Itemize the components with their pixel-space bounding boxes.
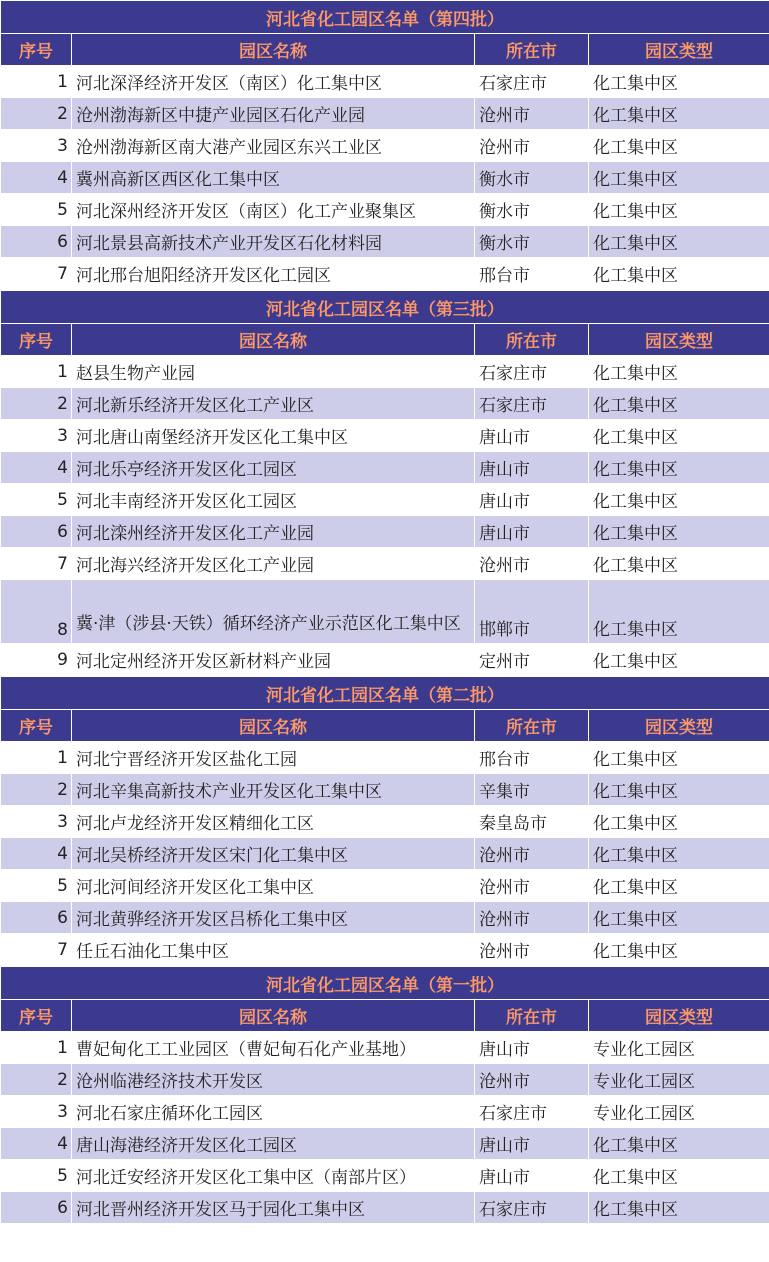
park-type: 化工集中区 xyxy=(589,130,769,162)
park-name: 河北辛集高新技术产业开发区化工集中区 xyxy=(72,774,475,806)
park-type: 专业化工园区 xyxy=(589,1032,769,1064)
park-name: 河北乐亭经济开发区化工园区 xyxy=(72,452,475,484)
park-name: 河北新乐经济开发区化工产业区 xyxy=(72,388,475,420)
row-index: 2 xyxy=(1,774,72,806)
row-index: 6 xyxy=(1,516,72,548)
table-row xyxy=(1,806,769,838)
table-row xyxy=(1,580,769,644)
city-name: 沧州市 xyxy=(475,902,589,934)
row-index: 5 xyxy=(1,484,72,516)
city-name: 石家庄市 xyxy=(475,356,589,388)
table-row xyxy=(1,1064,769,1096)
city-name: 衡水市 xyxy=(475,194,589,226)
row-index: 6 xyxy=(1,226,72,258)
park-name: 河北邢台旭阳经济开发区化工园区 xyxy=(72,258,475,290)
row-index: 7 xyxy=(1,548,72,580)
row-index: 4 xyxy=(1,838,72,870)
park-name: 河北黄骅经济开发区吕桥化工集中区 xyxy=(72,902,475,934)
park-type: 化工集中区 xyxy=(589,838,769,870)
park-type: 化工集中区 xyxy=(589,548,769,580)
city-name: 唐山市 xyxy=(475,516,589,548)
row-index: 2 xyxy=(1,98,72,130)
city-name: 唐山市 xyxy=(475,1128,589,1160)
park-type: 化工集中区 xyxy=(589,934,769,966)
park-name: 曹妃甸化工工业园区（曹妃甸石化产业基地） xyxy=(72,1032,475,1064)
batch-title: 河北省化工园区名单（第二批） xyxy=(1,677,769,710)
park-type: 化工集中区 xyxy=(589,388,769,420)
table-row xyxy=(1,934,769,966)
city-name: 秦皇岛市 xyxy=(475,806,589,838)
park-name: 冀·津（涉县·天铁）循环经济产业示范区化工集中区 xyxy=(72,580,475,644)
table-row xyxy=(1,356,769,388)
row-index: 5 xyxy=(1,870,72,902)
park-name: 河北宁晋经济开发区盐化工园 xyxy=(72,742,475,774)
park-name: 河北海兴经济开发区化工产业园 xyxy=(72,548,475,580)
row-index: 3 xyxy=(1,130,72,162)
row-index: 5 xyxy=(1,194,72,226)
table-row xyxy=(1,162,769,194)
table-row xyxy=(1,98,769,130)
park-type: 化工集中区 xyxy=(589,774,769,806)
park-name: 唐山海港经济开发区化工园区 xyxy=(72,1128,475,1160)
park-type: 化工集中区 xyxy=(589,870,769,902)
park-name: 沧州渤海新区中捷产业园区石化产业园 xyxy=(72,98,475,130)
park-name: 河北迁安经济开发区化工集中区（南部片区） xyxy=(72,1160,475,1192)
park-name: 河北景县高新技术产业开发区石化材料园 xyxy=(72,226,475,258)
park-name: 河北石家庄循环化工园区 xyxy=(72,1096,475,1128)
table-row xyxy=(1,1096,769,1128)
table-row xyxy=(1,774,769,806)
header-park-type: 园区类型 xyxy=(589,34,769,66)
header-city: 所在市 xyxy=(475,324,589,356)
row-index: 7 xyxy=(1,258,72,290)
header-index: 序号 xyxy=(1,710,72,742)
park-name: 任丘石油化工集中区 xyxy=(72,934,475,966)
city-name: 唐山市 xyxy=(475,1160,589,1192)
park-name: 河北唐山南堡经济开发区化工集中区 xyxy=(72,420,475,452)
park-type: 化工集中区 xyxy=(589,484,769,516)
city-name: 沧州市 xyxy=(475,934,589,966)
row-index: 1 xyxy=(1,356,72,388)
batch-table xyxy=(0,966,769,1224)
park-type: 化工集中区 xyxy=(589,644,769,676)
park-type: 化工集中区 xyxy=(589,806,769,838)
park-type: 化工集中区 xyxy=(589,66,769,98)
table-row xyxy=(1,194,769,226)
table-row xyxy=(1,226,769,258)
row-index: 3 xyxy=(1,420,72,452)
table-row xyxy=(1,644,769,676)
park-type: 化工集中区 xyxy=(589,420,769,452)
park-type: 化工集中区 xyxy=(589,742,769,774)
park-type: 化工集中区 xyxy=(589,1160,769,1192)
row-index: 1 xyxy=(1,742,72,774)
row-index: 2 xyxy=(1,388,72,420)
park-name: 赵县生物产业园 xyxy=(72,356,475,388)
park-type: 专业化工园区 xyxy=(589,1096,769,1128)
city-name: 沧州市 xyxy=(475,130,589,162)
row-index: 6 xyxy=(1,1192,72,1224)
table-row xyxy=(1,258,769,290)
table-row xyxy=(1,516,769,548)
table-row xyxy=(1,1192,769,1224)
table-row xyxy=(1,1160,769,1192)
park-type: 化工集中区 xyxy=(589,194,769,226)
header-city: 所在市 xyxy=(475,710,589,742)
table-row xyxy=(1,902,769,934)
city-name: 辛集市 xyxy=(475,774,589,806)
park-type: 化工集中区 xyxy=(589,258,769,290)
city-name: 唐山市 xyxy=(475,420,589,452)
row-index: 9 xyxy=(1,644,72,676)
header-park-name: 园区名称 xyxy=(72,324,475,356)
city-name: 石家庄市 xyxy=(475,1096,589,1128)
header-index: 序号 xyxy=(1,34,72,66)
batch-title: 河北省化工园区名单（第三批） xyxy=(1,291,769,324)
row-index: 3 xyxy=(1,1096,72,1128)
city-name: 唐山市 xyxy=(475,484,589,516)
city-name: 邯郸市 xyxy=(475,580,589,644)
park-type: 化工集中区 xyxy=(589,356,769,388)
city-name: 衡水市 xyxy=(475,226,589,258)
header-park-type: 园区类型 xyxy=(589,710,769,742)
table-row xyxy=(1,870,769,902)
city-name: 邢台市 xyxy=(475,742,589,774)
header-city: 所在市 xyxy=(475,1000,589,1032)
row-index: 7 xyxy=(1,934,72,966)
city-name: 沧州市 xyxy=(475,1064,589,1096)
batch-table xyxy=(0,676,769,966)
table-row xyxy=(1,1032,769,1064)
city-name: 唐山市 xyxy=(475,452,589,484)
header-index: 序号 xyxy=(1,1000,72,1032)
park-type: 专业化工园区 xyxy=(589,1064,769,1096)
park-name: 河北定州经济开发区新材料产业园 xyxy=(72,644,475,676)
city-name: 沧州市 xyxy=(475,98,589,130)
table-row xyxy=(1,130,769,162)
row-index: 8 xyxy=(1,580,72,644)
batch-title: 河北省化工园区名单（第四批） xyxy=(1,1,769,34)
batch-table xyxy=(0,290,769,676)
park-type: 化工集中区 xyxy=(589,1128,769,1160)
park-type: 化工集中区 xyxy=(589,226,769,258)
city-name: 石家庄市 xyxy=(475,1192,589,1224)
table-row xyxy=(1,1128,769,1160)
row-index: 4 xyxy=(1,1128,72,1160)
park-type: 化工集中区 xyxy=(589,452,769,484)
row-index: 3 xyxy=(1,806,72,838)
park-name: 河北丰南经济开发区化工园区 xyxy=(72,484,475,516)
park-name: 河北滦州经济开发区化工产业园 xyxy=(72,516,475,548)
row-index: 2 xyxy=(1,1064,72,1096)
park-name: 河北吴桥经济开发区宋门化工集中区 xyxy=(72,838,475,870)
city-name: 唐山市 xyxy=(475,1032,589,1064)
header-park-type: 园区类型 xyxy=(589,1000,769,1032)
header-park-name: 园区名称 xyxy=(72,34,475,66)
city-name: 沧州市 xyxy=(475,838,589,870)
city-name: 定州市 xyxy=(475,644,589,676)
header-index: 序号 xyxy=(1,324,72,356)
park-name: 沧州临港经济技术开发区 xyxy=(72,1064,475,1096)
park-name: 沧州渤海新区南大港产业园区东兴工业区 xyxy=(72,130,475,162)
row-index: 6 xyxy=(1,902,72,934)
park-name: 河北河间经济开发区化工集中区 xyxy=(72,870,475,902)
city-name: 邢台市 xyxy=(475,258,589,290)
city-name: 石家庄市 xyxy=(475,66,589,98)
park-type: 化工集中区 xyxy=(589,902,769,934)
park-type: 化工集中区 xyxy=(589,516,769,548)
table-row xyxy=(1,420,769,452)
table-row xyxy=(1,388,769,420)
city-name: 沧州市 xyxy=(475,548,589,580)
header-park-type: 园区类型 xyxy=(589,324,769,356)
table-row xyxy=(1,838,769,870)
header-park-name: 园区名称 xyxy=(72,1000,475,1032)
park-type: 化工集中区 xyxy=(589,580,769,644)
park-type: 化工集中区 xyxy=(589,162,769,194)
table-row xyxy=(1,66,769,98)
table-row xyxy=(1,484,769,516)
header-city: 所在市 xyxy=(475,34,589,66)
row-index: 5 xyxy=(1,1160,72,1192)
row-index: 1 xyxy=(1,1032,72,1064)
city-name: 衡水市 xyxy=(475,162,589,194)
park-type: 化工集中区 xyxy=(589,1192,769,1224)
row-index: 1 xyxy=(1,66,72,98)
table-row xyxy=(1,548,769,580)
header-park-name: 园区名称 xyxy=(72,710,475,742)
row-index: 4 xyxy=(1,162,72,194)
batch-title: 河北省化工园区名单（第一批） xyxy=(1,967,769,1000)
park-name: 河北晋州经济开发区马于园化工集中区 xyxy=(72,1192,475,1224)
batch-table xyxy=(0,0,769,290)
table-row xyxy=(1,452,769,484)
row-index: 4 xyxy=(1,452,72,484)
park-name: 河北深州经济开发区（南区）化工产业聚集区 xyxy=(72,194,475,226)
park-name: 冀州高新区西区化工集中区 xyxy=(72,162,475,194)
city-name: 石家庄市 xyxy=(475,388,589,420)
city-name: 沧州市 xyxy=(475,870,589,902)
park-name: 河北深泽经济开发区（南区）化工集中区 xyxy=(72,66,475,98)
table-row xyxy=(1,742,769,774)
park-type: 化工集中区 xyxy=(589,98,769,130)
park-name: 河北卢龙经济开发区精细化工区 xyxy=(72,806,475,838)
